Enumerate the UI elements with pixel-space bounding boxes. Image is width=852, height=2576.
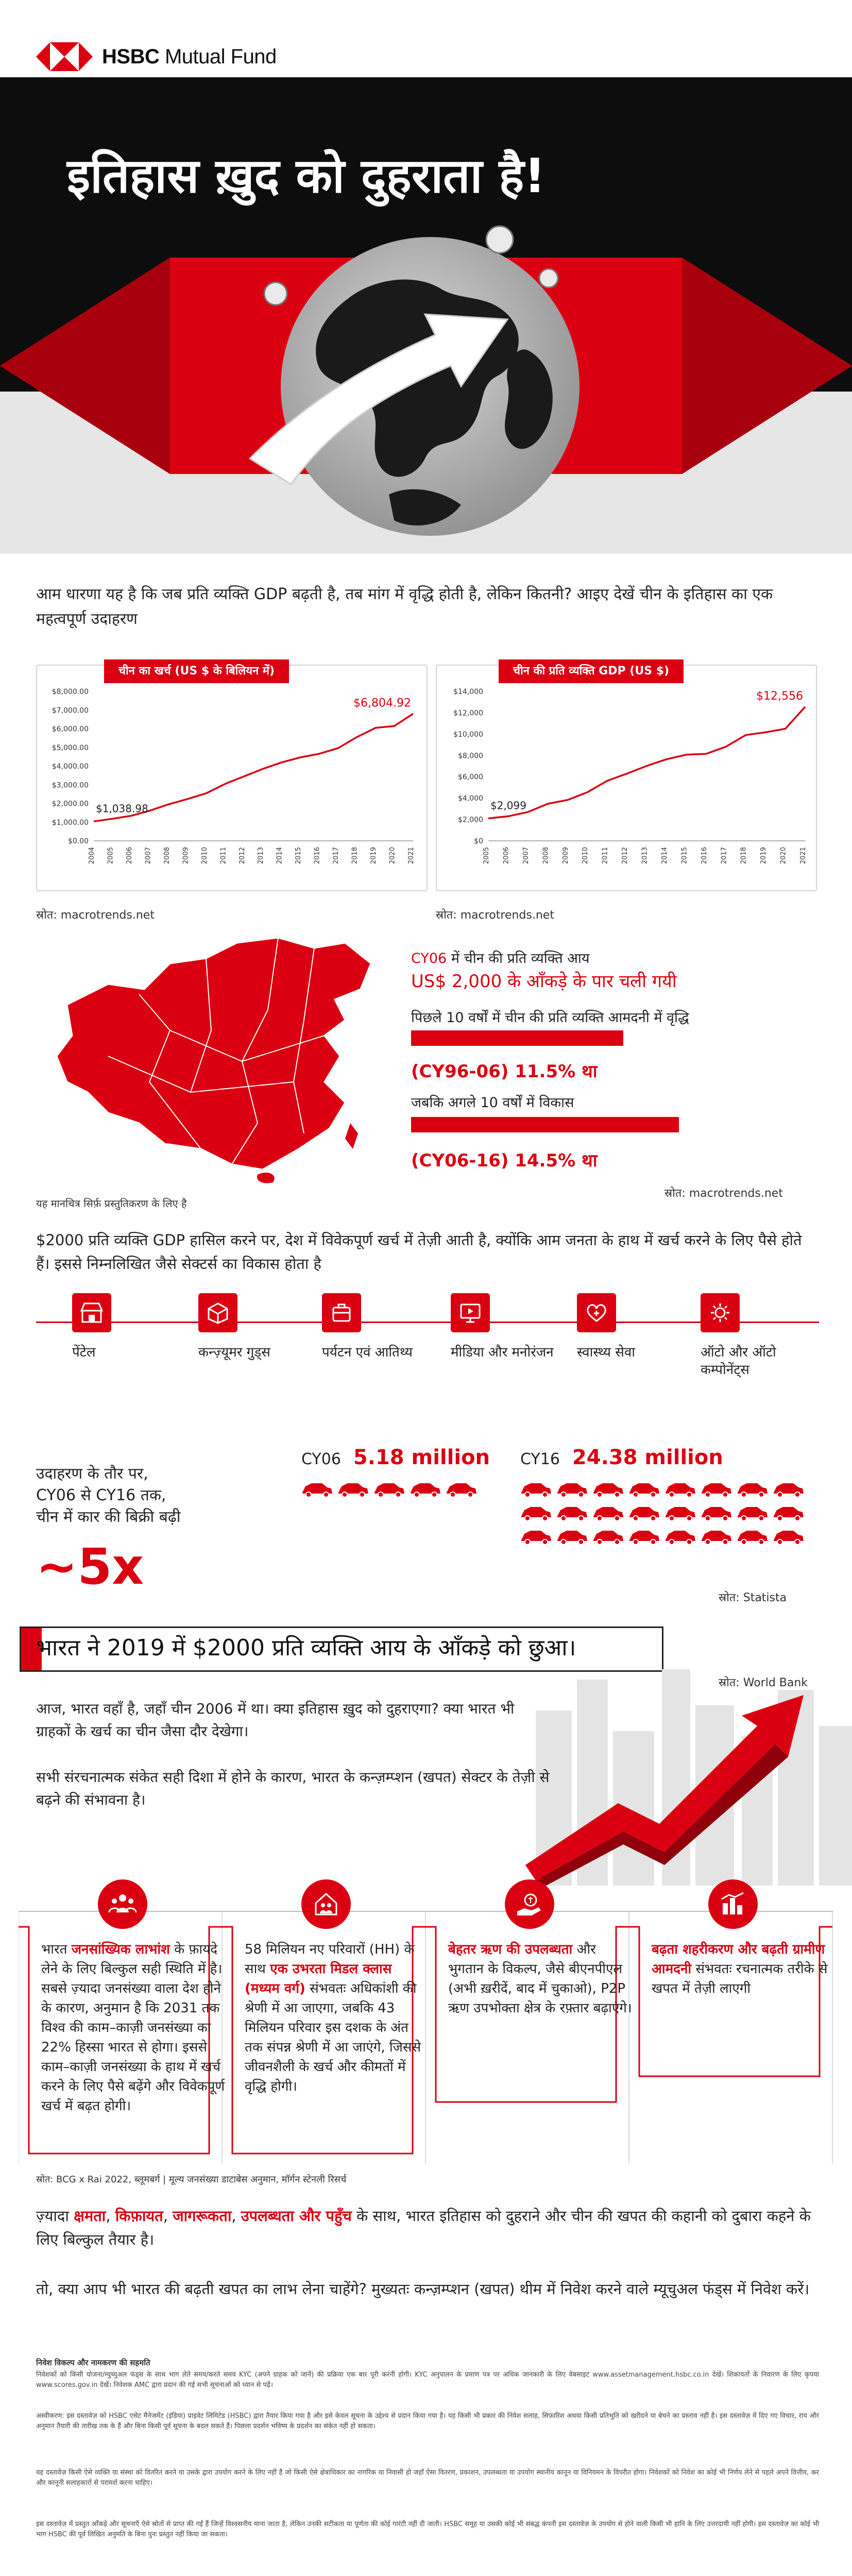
- x-tick-label: 2013: [641, 847, 649, 865]
- brand-name: HSBC Mutual Fund: [102, 45, 277, 68]
- start-value-label: $2,099: [490, 799, 526, 812]
- x-tick-label: 2005: [483, 847, 490, 865]
- car-icon: [593, 1483, 623, 1497]
- growth-label-cy06-16: (CY06-16) 14.5% था: [411, 1150, 598, 1171]
- car-icons-cy06: [301, 1481, 487, 1528]
- y-tick-label: $1,000.00: [52, 818, 89, 827]
- y-tick-label: $3,000.00: [52, 781, 89, 790]
- y-tick-label: $0: [474, 837, 483, 845]
- car-icon: [738, 1507, 768, 1521]
- hsbc-logo[interactable]: [36, 41, 277, 72]
- x-tick-label: 2008: [163, 847, 171, 865]
- y-tick-label: $5,000.00: [52, 743, 89, 752]
- x-tick-label: 2011: [601, 847, 609, 865]
- car-icon: [338, 1483, 368, 1497]
- x-tick-label: 2019: [760, 847, 768, 865]
- car-icon: [738, 1531, 768, 1545]
- card-credit: बेहतर ऋण की उपलब्धता और भुगतान के विकल्प, जैसे बीएनपीएल (अभी ख़रीदें, बाद में चुकाओ), P2P ऋण उपभोक्ता क्षेत्र के रफ़्तार बढ़ाएंगे।: [448, 1942, 632, 2016]
- china-spending-plot: [37, 666, 429, 892]
- sector-item: पर्यटन एवं आतिथ्य: [322, 1293, 435, 1361]
- car-icon: [521, 1483, 551, 1497]
- x-tick-label: 2018: [351, 847, 359, 865]
- car-icon: [593, 1531, 623, 1545]
- car-icon: [557, 1531, 587, 1545]
- car-icon: [557, 1483, 587, 1497]
- car-sales-cy06: CY06 5.18 million: [301, 1446, 490, 1469]
- source-note: स्रोत: macrotrends.net: [36, 909, 155, 922]
- chart-title: चीन का खर्च (US $ के बिलियन में): [104, 659, 289, 683]
- city-growth-icon: [708, 1879, 758, 1929]
- car-icon: [666, 1531, 695, 1545]
- y-tick-label: $10,000: [453, 730, 483, 739]
- sector-item: कन्ज़्यूमर गुड्स: [198, 1293, 312, 1361]
- china-next-growth-line: जबकि अगले 10 वर्षों में विकास: [411, 1095, 574, 1111]
- growth-label-cy96-06: (CY96-06) 11.5% था: [411, 1061, 598, 1082]
- intro-text: आम धारणा यह है कि जब प्रति व्यक्ति GDP बढ़ती है, तब मांग में वृद्धि होती है, लेकिन कितनी? आइए देखें चीन के इतिहास का एक महत्वपूर्ण उदाहरण: [36, 585, 773, 628]
- car-icon: [702, 1483, 731, 1497]
- x-tick-label: 2013: [257, 847, 265, 865]
- x-tick-label: 2009: [561, 847, 570, 865]
- car-icon: [521, 1507, 551, 1521]
- car-icon: [702, 1507, 731, 1521]
- outro-text-2: तो, क्या आप भी भारत की बढ़ती खपत का लाभ लेना चाहेंगे? मुख्यतः कन्ज़म्प्शन (खपत) थीम में निवेश करने वाले म्यूचुअल फंड्स में निवेश करें।: [36, 2280, 810, 2298]
- x-tick-label: 2012: [238, 847, 246, 865]
- x-tick-label: 2017: [720, 847, 728, 865]
- y-tick-label: $2,000.00: [52, 800, 89, 808]
- x-tick-label: 2014: [276, 847, 284, 865]
- skyline-growth-arrow-icon: [515, 1649, 852, 1886]
- auto-components-icon: [701, 1293, 740, 1332]
- x-tick-label: 2009: [182, 847, 190, 865]
- car-sales-multiple: ~5x: [36, 1538, 144, 1596]
- car-icon: [447, 1483, 476, 1497]
- x-tick-label: 2012: [621, 847, 629, 865]
- media-screen-icon: [451, 1293, 490, 1332]
- y-tick-label: $6,000.00: [52, 725, 89, 734]
- chart-title: चीन की प्रति व्यक्ति GDP (US $): [499, 659, 684, 683]
- car-sales-cy16: CY16 24.38 million: [520, 1446, 723, 1469]
- car-icon: [374, 1483, 404, 1497]
- x-tick-label: 2015: [295, 847, 303, 865]
- map-disclaimer: यह मानचित्र सिर्फ़ प्रस्तुतिकरण के लिए है: [36, 1197, 187, 1210]
- y-tick-label: $14,000: [453, 688, 483, 696]
- end-value-label: $12,556: [756, 689, 803, 703]
- hero-section: [0, 0, 852, 554]
- globe-arrow-icon: [219, 216, 610, 536]
- card-urbanisation: बढ़ता शहरीकरण और बढ़ती ग्रामीण आमदनी संभवतः रचनात्मक तरीके से खपत में तेज़ी लाएगी: [652, 1942, 828, 1996]
- china-map: [36, 927, 397, 1185]
- end-value-label: $6,804.92: [353, 697, 411, 710]
- x-tick-label: 2011: [219, 847, 228, 865]
- outro-text-1: ज़्यादा क्षमता, किफ़ायत, जागरूकता, उपलब्धता और पहुँच के साथ, भारत इतिहास को दुहराने और चीन की खपत की कहानी को दुबारा कहने के लिए बिल्कुल तैयार है।: [36, 2207, 811, 2248]
- series-line: [488, 707, 805, 819]
- china-spending-chart: [36, 665, 428, 891]
- y-tick-label: $7,000.00: [52, 706, 89, 715]
- y-tick-label: $6,000: [458, 773, 483, 782]
- x-tick-label: 2010: [582, 847, 590, 865]
- x-tick-label: 2007: [144, 847, 152, 865]
- x-tick-label: 2010: [200, 847, 209, 865]
- disclaimer-para: यह दस्तावेज़ किसी ऐसे व्यक्ति या संस्था को वितरित करने या उसके द्वारा उपयोग करने के लिए नहीं है जो किसी ऐसे क्षेत्राधिकार का नागरिक या निवासी हो जहाँ ऐसा वितरण, प्रकाशन, उपलब्धता या उपयोग स्थानीय कानून या विनियमन के विपरीत होगा। निवेशकों को निवेश का कोई भी निर्णय लेने से पहले अपने वित्तीय, कर और कानूनी सलाहकारों से परामर्श करना चाहिए।: [36, 2469, 819, 2487]
- y-tick-label: $8,000: [458, 752, 483, 760]
- car-icon: [666, 1483, 695, 1497]
- source-note: स्रोत: macrotrends.net: [436, 909, 554, 922]
- sector-item: पेंटेल: [72, 1293, 185, 1361]
- source-note: स्रोत: macrotrends.net: [664, 1187, 783, 1200]
- x-tick-label: 2014: [660, 847, 669, 865]
- hsbc-hexagon-icon: [36, 42, 93, 71]
- car-icon: [666, 1507, 695, 1521]
- sector-intro-text: $2000 प्रति व्यक्ति GDP हासिल करने पर, देश में विवेकपूर्ण खर्च में तेज़ी आती है, क्योंकि आम जनता के हाथ में खर्च करने के लिए पैसे होते हैं। इससे निम्नलिखित जैसे सेक्टर्स का विकास होता है: [36, 1231, 802, 1273]
- growth-bar-cy96-06: [411, 1030, 623, 1046]
- retail-store-icon: [72, 1293, 111, 1332]
- disclaimer-para: अस्वीकरण: इस दस्तावेज़ को HSBC एसेट मैनेजमेंट (इंडिया) प्राइवेट लिमिटेड (HSBC) द्वारा तैयार किया गया है और इसे केवल सूचना के उद्देश्य से प्रदान किया गया है। यह किसी भी प्रकार की निवेश सलाह, सिफ़ारिश अथवा किसी प्रतिभूति को खरीदने या बेचने का प्रस्ताव नहीं है। इस दस्तावेज़ में दिए गए विचार, राय और अनुमान तैयारी की तारीख तक के हैं और बिना किसी पूर्व सूचना के बदल सकते हैं। पिछला प्रदर्शन भविष्य के प्रदर्शन का संकेत नहीं हो सकता।: [36, 2412, 819, 2430]
- healthcare-heart-icon: [577, 1293, 616, 1332]
- x-tick-label: 2021: [407, 847, 415, 865]
- sector-item: मीडिया और मनोरंजन: [451, 1293, 564, 1361]
- x-tick-label: 2019: [370, 847, 378, 865]
- source-note: स्रोत: World Bank: [719, 1676, 808, 1689]
- car-icon: [629, 1531, 659, 1545]
- china-cy06-line: CY06 में चीन की प्रति व्यक्ति आय: [411, 951, 590, 967]
- y-tick-label: $12,000: [453, 709, 483, 718]
- credit-hand-icon: [505, 1879, 554, 1929]
- car-icon: [738, 1483, 768, 1497]
- car-icon: [302, 1483, 332, 1497]
- india-para-1: आज, भारत वहाँ है, जहाँ चीन 2006 में था। क्या इतिहास ख़ुद को दुहराएगा? क्या भारत भी ग्राहकों के खर्च का चीन जैसा दौर देखेगा।: [36, 1700, 515, 1740]
- india-title: भारत ने 2019 में $2000 प्रति व्यक्ति आय के आँकड़े को छुआ।: [36, 1635, 576, 1661]
- car-icon: [557, 1507, 587, 1521]
- source-note: स्रोत: BCG x Rai 2022, ब्लूमबर्ग | मूल्य जनसंख्या डाटाबेस अनुमान, मॉर्गन स्टेनली रिसर्च: [36, 2174, 347, 2185]
- x-tick-label: 2020: [388, 847, 397, 865]
- start-value-label: $1,038.98: [96, 802, 148, 815]
- china-cy06-highlight: US$ 2,000 के आँकड़े के पार चली गयी: [411, 971, 677, 992]
- x-tick-label: 2017: [332, 847, 340, 865]
- x-tick-label: 2006: [502, 847, 510, 865]
- x-tick-label: 2015: [680, 847, 689, 865]
- x-tick-label: 2018: [740, 847, 748, 865]
- sector-item: ऑटो और ऑटो कम्पोनेंट्स: [701, 1293, 814, 1379]
- china-gdp-plot: [437, 666, 818, 892]
- disclaimer-para: इस दस्तावेज़ में प्रस्तुत आँकड़े और सूचनाएँ ऐसे स्रोतों से प्राप्त की गई हैं जिन्हें विश्वसनीय माना जाता है, लेकिन उनकी सटीकता या पूर्णता की कोई गारंटी नहीं दी जाती। HSBC समूह या उसकी कोई भी संबद्ध कंपनी इस दस्तावेज़ के उपयोग से होने वाली किसी भी हानि के लिए उत्तरदायी नहीं होगी। इस दस्तावेज़ का कोई भी भाग HSBC की पूर्व लिखित अनुमति के बिना पुनः प्रस्तुत नहीं किया जा सकता।: [36, 2520, 819, 2538]
- source-note: स्रोत: Statista: [719, 1591, 787, 1604]
- people-group-icon: [98, 1879, 147, 1929]
- x-tick-label: 2020: [779, 847, 788, 865]
- car-icon: [774, 1483, 804, 1497]
- china-growth-line: पिछले 10 वर्षों में चीन की प्रति व्यक्ति आमदनी में वृद्धि: [411, 1010, 689, 1026]
- x-tick-label: 2004: [88, 847, 96, 865]
- page-title: इतिहास ख़ुद को दुहराता है!: [67, 148, 546, 204]
- disclaimer-para: निवेशकों को किसी योजना/म्युच्युअल फंड्स के साथ भाग लेते समय/करते समय KYC (अपने ग्राहक को जानें) की प्रक्रिया एक बार पूरी करनी होगी। KYC अनुपालन के प्रमाण पत्र पर अधिक जानकारी के लिए वेबसाइट www.assetmanagement.hsbc.co.in देखें। शिकायतों के निवारण के लिए कृपया www.scores.gov.in देखें। निवेशक AMC द्वारा प्रदान की गई सभी सूचनाओं को ध्यान से पढ़ें।: [36, 2371, 819, 2389]
- travel-bag-icon: [322, 1293, 361, 1332]
- y-tick-label: $0.00: [67, 837, 89, 845]
- header-bar: [0, 0, 852, 77]
- card-demographic: भारत जनसांख्यिक लाभांश के फ़ायदे लेने के लिए बिल्कुल सही स्थिति में है। सबसे ज़्यादा जनसंख्या वाला देश होने के कारण, अनुमान है कि 2031 तक विश्व की काम–काज़ी जनसंख्या का 22% हिस्सा भारत से होगा। इससे काम–काज़ी जनसंख्या के हाथ में खर्च करने के लिए पैसे बढ़ेंगे और विवेकपूर्ण खर्च में बढ़त होगी।: [41, 1942, 225, 2114]
- car-icon: [774, 1507, 804, 1521]
- x-tick-label: 2007: [522, 847, 530, 865]
- car-icon: [629, 1507, 659, 1521]
- sector-item: स्वास्थ्य सेवा: [577, 1293, 690, 1361]
- x-tick-label: 2006: [125, 847, 133, 865]
- x-tick-label: 2016: [313, 847, 321, 865]
- x-tick-label: 2008: [542, 847, 550, 865]
- y-tick-label: $2,000: [458, 816, 483, 824]
- x-tick-label: 2021: [799, 847, 807, 865]
- growth-bar-cy06-16: [411, 1117, 679, 1132]
- x-tick-label: 2005: [107, 847, 115, 865]
- shopping-box-icon: [198, 1293, 237, 1332]
- disclaimer-heading: निवेश विकल्प और नामकरण की सहमति: [36, 2358, 150, 2367]
- car-sales-text: उदाहरण के तौर पर, CY06 से CY16 तक, चीन में कार की बिक्री बढ़ी: [36, 1465, 181, 1526]
- y-tick-label: $8,000.00: [52, 688, 89, 696]
- car-icon: [521, 1531, 551, 1545]
- y-tick-label: $4,000: [458, 794, 483, 803]
- china-gdp-chart: [436, 665, 817, 891]
- car-icon: [593, 1507, 623, 1521]
- card-middle-class: 58 मिलियन नए परिवारों (HH) के साथ एक उभरता मिडल क्लास (मध्यम वर्ग) संभवतः अधिकांशी की श्रेणी में आ जाएगा, जबकि 43 मिलियन परिवार इस दशक के अंत तक संपन्न श्रेणी में आ जाएंगे, जिससे जीवनशैली के खर्च और कीमतों में वृद्धि होगी।: [245, 1942, 421, 2094]
- car-icon: [411, 1483, 440, 1497]
- y-tick-label: $4,000.00: [52, 762, 89, 771]
- car-icons-cy16: [520, 1481, 809, 1579]
- car-icon: [774, 1531, 804, 1545]
- home-family-icon: [301, 1879, 351, 1929]
- india-para-2: सभी संरचनात्मक संकेत सही दिशा में होने के कारण, भारत के कन्ज़म्प्शन (खपत) सेक्टर के तेज़ी से बढ़ने की संभावना है।: [36, 1769, 550, 1808]
- car-icon: [629, 1483, 659, 1497]
- x-tick-label: 2016: [700, 847, 708, 865]
- car-icon: [702, 1531, 731, 1545]
